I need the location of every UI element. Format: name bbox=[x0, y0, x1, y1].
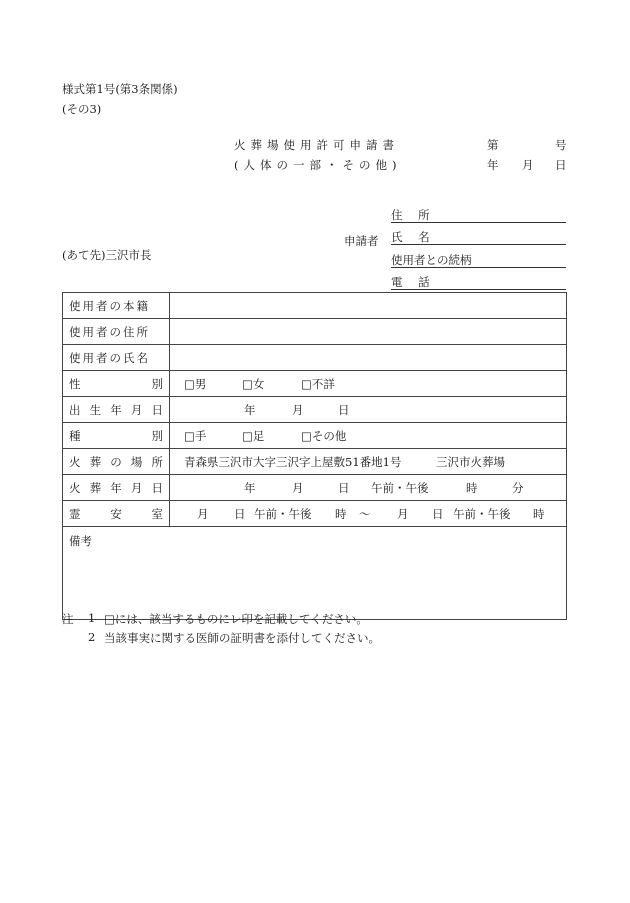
date-year: 年 bbox=[487, 158, 499, 172]
sex-option-female[interactable]: □女 bbox=[242, 376, 265, 391]
cremation-day: 日 bbox=[338, 480, 350, 495]
applicant-relation-label: 使用者との続柄 bbox=[391, 253, 472, 267]
footnote-2-number: 2 bbox=[88, 630, 96, 644]
address-field[interactable] bbox=[170, 319, 567, 345]
honseki-label: 使用者の本籍 bbox=[69, 298, 150, 313]
birth-day: 日 bbox=[338, 402, 350, 417]
reian-month-2: 月 bbox=[397, 506, 409, 521]
name-label: 使用者の氏名 bbox=[69, 350, 150, 365]
cremation-year: 年 bbox=[244, 480, 256, 495]
applicant-phone-line[interactable] bbox=[391, 289, 566, 290]
applicant-relation-line[interactable] bbox=[391, 267, 566, 268]
reian-day-1: 日 bbox=[234, 506, 246, 521]
applicant-label: 申請者 bbox=[344, 234, 379, 248]
cremation-ampm: 午前・午後 bbox=[371, 480, 429, 495]
sex-field bbox=[170, 371, 567, 397]
reian-day-2: 日 bbox=[432, 506, 444, 521]
sex-option-unknown[interactable]: □不詳 bbox=[301, 376, 335, 391]
name-field[interactable] bbox=[170, 345, 567, 371]
cremation-hour: 時 bbox=[466, 480, 478, 495]
address-label: 使用者の住所 bbox=[69, 324, 150, 339]
cremation-date-field[interactable] bbox=[170, 475, 567, 501]
date-month: 月 bbox=[522, 158, 534, 172]
reian-field[interactable] bbox=[170, 501, 567, 527]
notes-label: 備考 bbox=[69, 534, 92, 548]
birth-label: 出 生 年 月 日 bbox=[69, 402, 163, 417]
application-table bbox=[62, 292, 567, 620]
honseki-field[interactable] bbox=[170, 293, 567, 319]
cremation-date-label: 火 葬 年 月 日 bbox=[69, 480, 163, 495]
place-address: 青森県三沢市大字三沢字上屋敷51番地1号 bbox=[184, 454, 402, 469]
addressee: (あて先)三沢市長 bbox=[62, 248, 152, 262]
row-notes bbox=[63, 527, 567, 620]
form-number: 様式第1号(第3条関係) bbox=[62, 82, 178, 96]
reian-hour-2: 時 bbox=[533, 506, 545, 521]
birth-month: 月 bbox=[292, 402, 304, 417]
row-cremation-date bbox=[63, 475, 567, 501]
row-birth bbox=[63, 397, 567, 423]
sex-label: 性 別 bbox=[69, 376, 163, 391]
sex-option-male[interactable]: □男 bbox=[184, 376, 207, 391]
row-reian bbox=[63, 501, 567, 527]
kind-field bbox=[170, 423, 567, 449]
row-name bbox=[63, 345, 567, 371]
reian-ampm-1: 午前・午後 bbox=[254, 506, 312, 521]
number-prefix: 第 bbox=[487, 138, 499, 152]
form-sub-number: (その3) bbox=[62, 102, 102, 116]
footnote-prefix: 注 bbox=[62, 612, 74, 626]
reian-tilde: 〜 bbox=[359, 506, 371, 521]
reian-hour-1: 時 bbox=[335, 506, 347, 521]
footnote-1-text: □には、該当するものにレ印を記載してください。 bbox=[104, 612, 368, 626]
row-sex bbox=[63, 371, 567, 397]
reian-label: 霊 安 室 bbox=[69, 506, 163, 521]
reian-ampm-2: 午前・午後 bbox=[453, 506, 511, 521]
form-title: 火葬場使用許可申請書 bbox=[234, 138, 399, 152]
footnote-1-number: 1 bbox=[88, 611, 96, 625]
date-day: 日 bbox=[555, 158, 567, 172]
row-honseki bbox=[63, 293, 567, 319]
number-suffix: 号 bbox=[555, 138, 567, 152]
kind-label: 種 別 bbox=[69, 428, 163, 443]
kind-option-other[interactable]: □その他 bbox=[301, 428, 347, 443]
applicant-name-label: 氏 名 bbox=[391, 230, 436, 244]
form-subtitle: (人体の一部・その他) bbox=[234, 158, 402, 172]
kind-option-hand[interactable]: □手 bbox=[184, 428, 207, 443]
row-kind bbox=[63, 423, 567, 449]
birth-year: 年 bbox=[244, 402, 256, 417]
cremation-minute: 分 bbox=[512, 480, 524, 495]
reian-month-1: 月 bbox=[197, 506, 209, 521]
place-name: 三沢市火葬場 bbox=[436, 454, 505, 469]
applicant-address-line[interactable] bbox=[391, 222, 566, 223]
notes-field[interactable] bbox=[63, 527, 567, 620]
row-address bbox=[63, 319, 567, 345]
applicant-phone-label: 電 話 bbox=[391, 275, 436, 289]
footnote-2-text: 当該事実に関する医師の証明書を添付してください。 bbox=[104, 631, 380, 645]
applicant-name-line[interactable] bbox=[391, 244, 566, 245]
birth-field[interactable] bbox=[170, 397, 567, 423]
cremation-month: 月 bbox=[292, 480, 304, 495]
kind-option-foot[interactable]: □足 bbox=[242, 428, 265, 443]
place-field bbox=[170, 449, 567, 475]
row-place bbox=[63, 449, 567, 475]
applicant-address-label: 住 所 bbox=[391, 208, 436, 222]
place-label: 火 葬 の 場 所 bbox=[69, 454, 163, 469]
